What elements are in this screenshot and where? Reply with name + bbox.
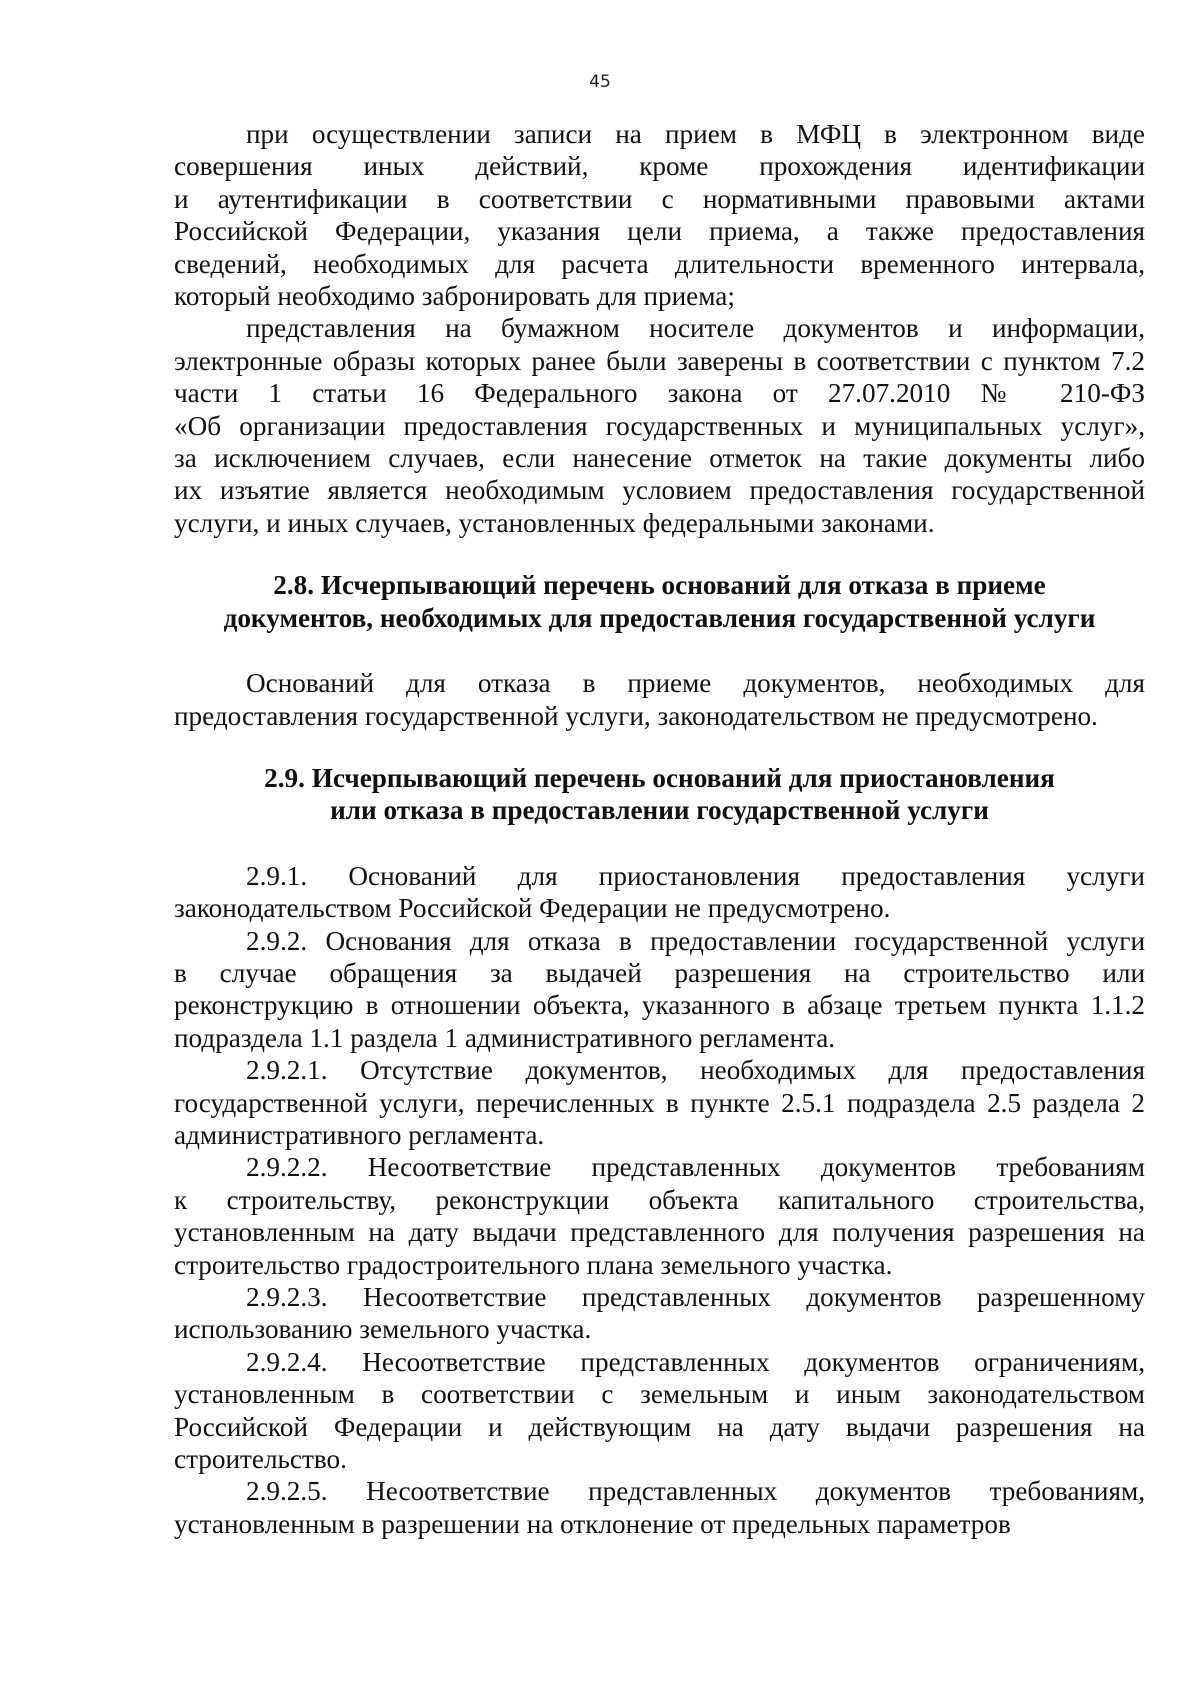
text-line: Российской Федерации, указания цели приема, а также предоставления	[174, 216, 1145, 247]
heading-2-8	[174, 569, 1145, 634]
text-line: представления на бумажном носителе документов и информации,	[246, 313, 1145, 344]
heading-line: документов, необходимых для предоставления государственной услуги	[223, 602, 1096, 633]
text-line: 2.9.2.5. Несоответствие представленных документов требованиям,	[246, 1476, 1145, 1507]
text-line: 2.9.2. Основания для отказа в предоставлении государственной услуги	[246, 925, 1145, 956]
text-line: при осуществлении записи на прием в МФЦ в электронном виде	[246, 119, 1145, 149]
paragraph-2-9-2-4	[174, 1346, 1145, 1476]
text-line: за исключением случаев, если нанесение отметок на такие документы либо	[174, 443, 1145, 474]
text-line: использованию земельного участка.	[174, 1314, 592, 1345]
text-line: сведений, необходимых для расчета длительности временного интервала,	[174, 248, 1145, 279]
heading-line: 2.8. Исчерпывающий перечень оснований для отказа в приеме	[273, 570, 1046, 601]
text-line: государственной услуги, перечисленных в пункте 2.5.1 подраздела 2.5 раздела 2	[174, 1087, 1145, 1118]
heading-2-9	[174, 762, 1145, 827]
text-line: Оснований для отказа в приеме документов, необходимых для	[246, 668, 1145, 699]
heading-line: 2.9. Исчерпывающий перечень оснований для приостановления	[264, 762, 1055, 793]
text-line: их изъятие является необходимым условием предоставления государственной	[174, 475, 1145, 506]
text-line: к строительству, реконструкции объекта капитального строительства,	[174, 1184, 1145, 1215]
text-line: подраздела 1.1 раздела 1 административного регламента.	[174, 1022, 836, 1053]
text-line: который необходимо забронировать для приема;	[174, 281, 735, 312]
text-line: строительство градостроительного плана земельного участка.	[174, 1249, 893, 1280]
paragraph-2-9-2-2	[174, 1151, 1145, 1281]
text-line: «Об организации предоставления государственных и муниципальных услуг»,	[174, 410, 1145, 441]
text-line: 2.9.2.1. Отсутствие документов, необходимых для предоставления	[246, 1055, 1145, 1086]
text-line: Российской Федерации и действующим на дату выдачи разрешения на	[174, 1411, 1145, 1442]
paragraph-2-9-2-3	[174, 1281, 1145, 1346]
text-line: предоставления государственной услуги, законодательством не предусмотрено.	[174, 700, 1098, 731]
paragraph-2-9-2	[174, 925, 1145, 1055]
text-line: 2.9.2.3. Несоответствие представленных документов разрешенному	[246, 1282, 1145, 1312]
text-line: 2.9.2.4. Несоответствие представленных документов ограничениям,	[246, 1346, 1145, 1377]
paragraph-2-9-1	[174, 860, 1145, 925]
paragraph-2-9-2-1	[174, 1054, 1145, 1151]
page-number: 45	[589, 72, 611, 92]
text-line: 2.9.2.2. Несоответствие представленных документов требованиям	[246, 1152, 1145, 1183]
paragraph-2-9-2-5	[174, 1475, 1145, 1540]
text-line: в случае обращения за выдачей разрешения на строительство или	[174, 957, 1145, 988]
paragraph-mfc-online	[174, 118, 1145, 312]
text-line: услуги, и иных случаев, установленных федеральными законами.	[174, 507, 935, 538]
text-line: электронные образы которых ранее были заверены в соответствии с пунктом 7.2	[174, 345, 1145, 376]
text-line: установленным на дату выдачи представленного для получения разрешения на	[174, 1217, 1145, 1248]
text-line: реконструкцию в отношении объекта, указанного в абзаце третьем пункта 1.1.2	[174, 990, 1145, 1021]
text-line: административного регламента.	[174, 1119, 545, 1150]
paragraph-paper-documents	[174, 312, 1145, 539]
text-line: и аутентификации в соответствии с нормативными правовыми актами	[174, 183, 1145, 214]
text-line: установленным в соответствии с земельным и иным законодательством	[174, 1379, 1145, 1410]
text-line: части 1 статьи 16 Федерального закона от 27.07.2010 № 210-ФЗ	[174, 378, 1145, 409]
text-line: законодательством Российской Федерации не предусмотрено.	[174, 893, 891, 924]
document-body	[174, 118, 1145, 1540]
text-line: установленным в разрешении на отклонение от предельных параметров	[174, 1508, 1011, 1539]
text-line: 2.9.1. Оснований для приостановления предоставления услуги	[246, 860, 1145, 891]
heading-line: или отказа в предоставлении государственной услуги	[330, 795, 989, 826]
text-line: строительство.	[174, 1444, 347, 1475]
paragraph-no-refusal-grounds	[174, 667, 1145, 732]
text-line: совершения иных действий, кроме прохождения идентификации	[174, 151, 1145, 182]
